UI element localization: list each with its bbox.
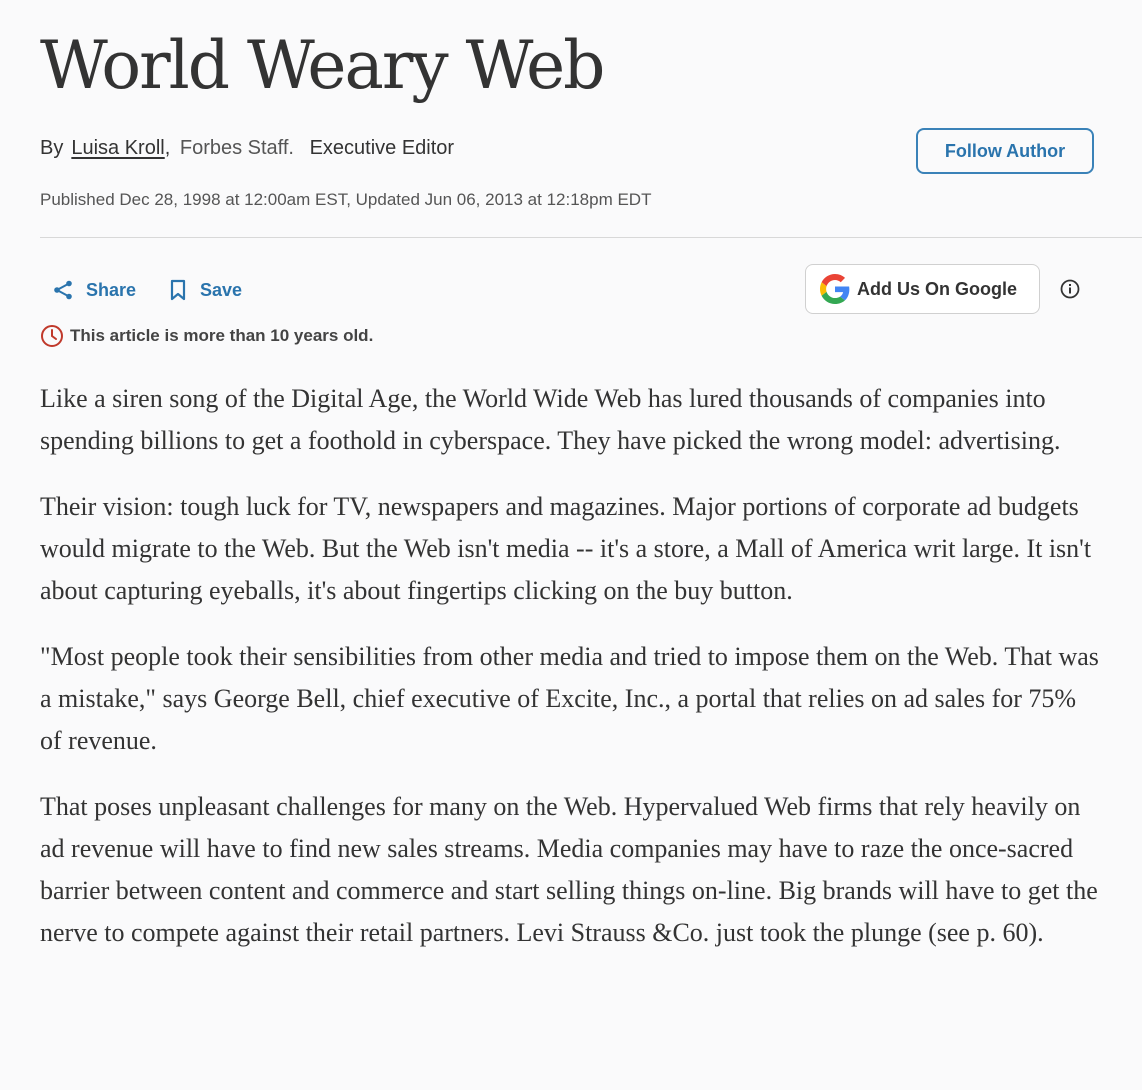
add-us-on-google-label: Add Us On Google [857,278,1017,299]
add-us-on-google-button[interactable] [805,264,1040,314]
save-label: Save [200,279,243,300]
published-date: Published Dec 28, 1998 at 12:00am EST, Updated Jun 06, 2013 at 12:18pm EDT [40,190,652,209]
article-body [40,378,1100,978]
follow-author-button[interactable]: Follow Author [916,128,1094,174]
share-icon [52,279,74,301]
google-g-icon [820,274,850,304]
header-divider [40,237,1142,238]
save-button[interactable] [168,276,242,304]
bookmark-icon [168,279,188,301]
byline-by: By [40,137,64,159]
byline-comma: , [164,137,171,159]
clock-icon [40,324,64,348]
article-age-notice [40,322,373,350]
article-paragraph: Their vision: tough luck for TV, newspapers and magazines. Major portions of corporate ad budgets would migrate to the Web. But the Web isn't media -- it's a store, a Mall of America writ large. It isn't about capturing eyeballs, it's about fingertips clicking on the buy button. [40,492,1092,605]
age-notice-text: This article is more than 10 years old. [70,326,374,345]
share-label: Share [86,279,137,300]
article-paragraph: That poses unpleasant challenges for many on the Web. Hypervalued Web firms that rely heavily on ad revenue will have to find new sales streams. Media companies may have to raze the once-sacred barrier between content and commerce and start selling things on-line. Big brands will have to get the nerve to compete against their retail partners. Levi Strauss &Co. just took the plunge (see p. 60). [40,792,1098,947]
byline-staff: Forbes Staff. [179,137,294,159]
byline [40,137,454,160]
article-paragraph: Like a siren song of the Digital Age, the World Wide Web has lured thousands of companies into spending billions to get a foothold in cyberspace. They have picked the wrong model: advertising. [40,384,1061,455]
info-icon[interactable] [1059,278,1081,300]
author-link[interactable]: Luisa Kroll [71,137,165,159]
byline-role: Executive Editor [309,137,455,159]
article-headline: World Weary Web [40,27,604,104]
share-button[interactable] [52,276,136,304]
article-paragraph: "Most people took their sensibilities from other media and tried to impose them on the Web. That was a mistake," says George Bell, chief executive of Excite, Inc., a portal that relies on ad sales for 75% of revenue. [40,642,1099,755]
